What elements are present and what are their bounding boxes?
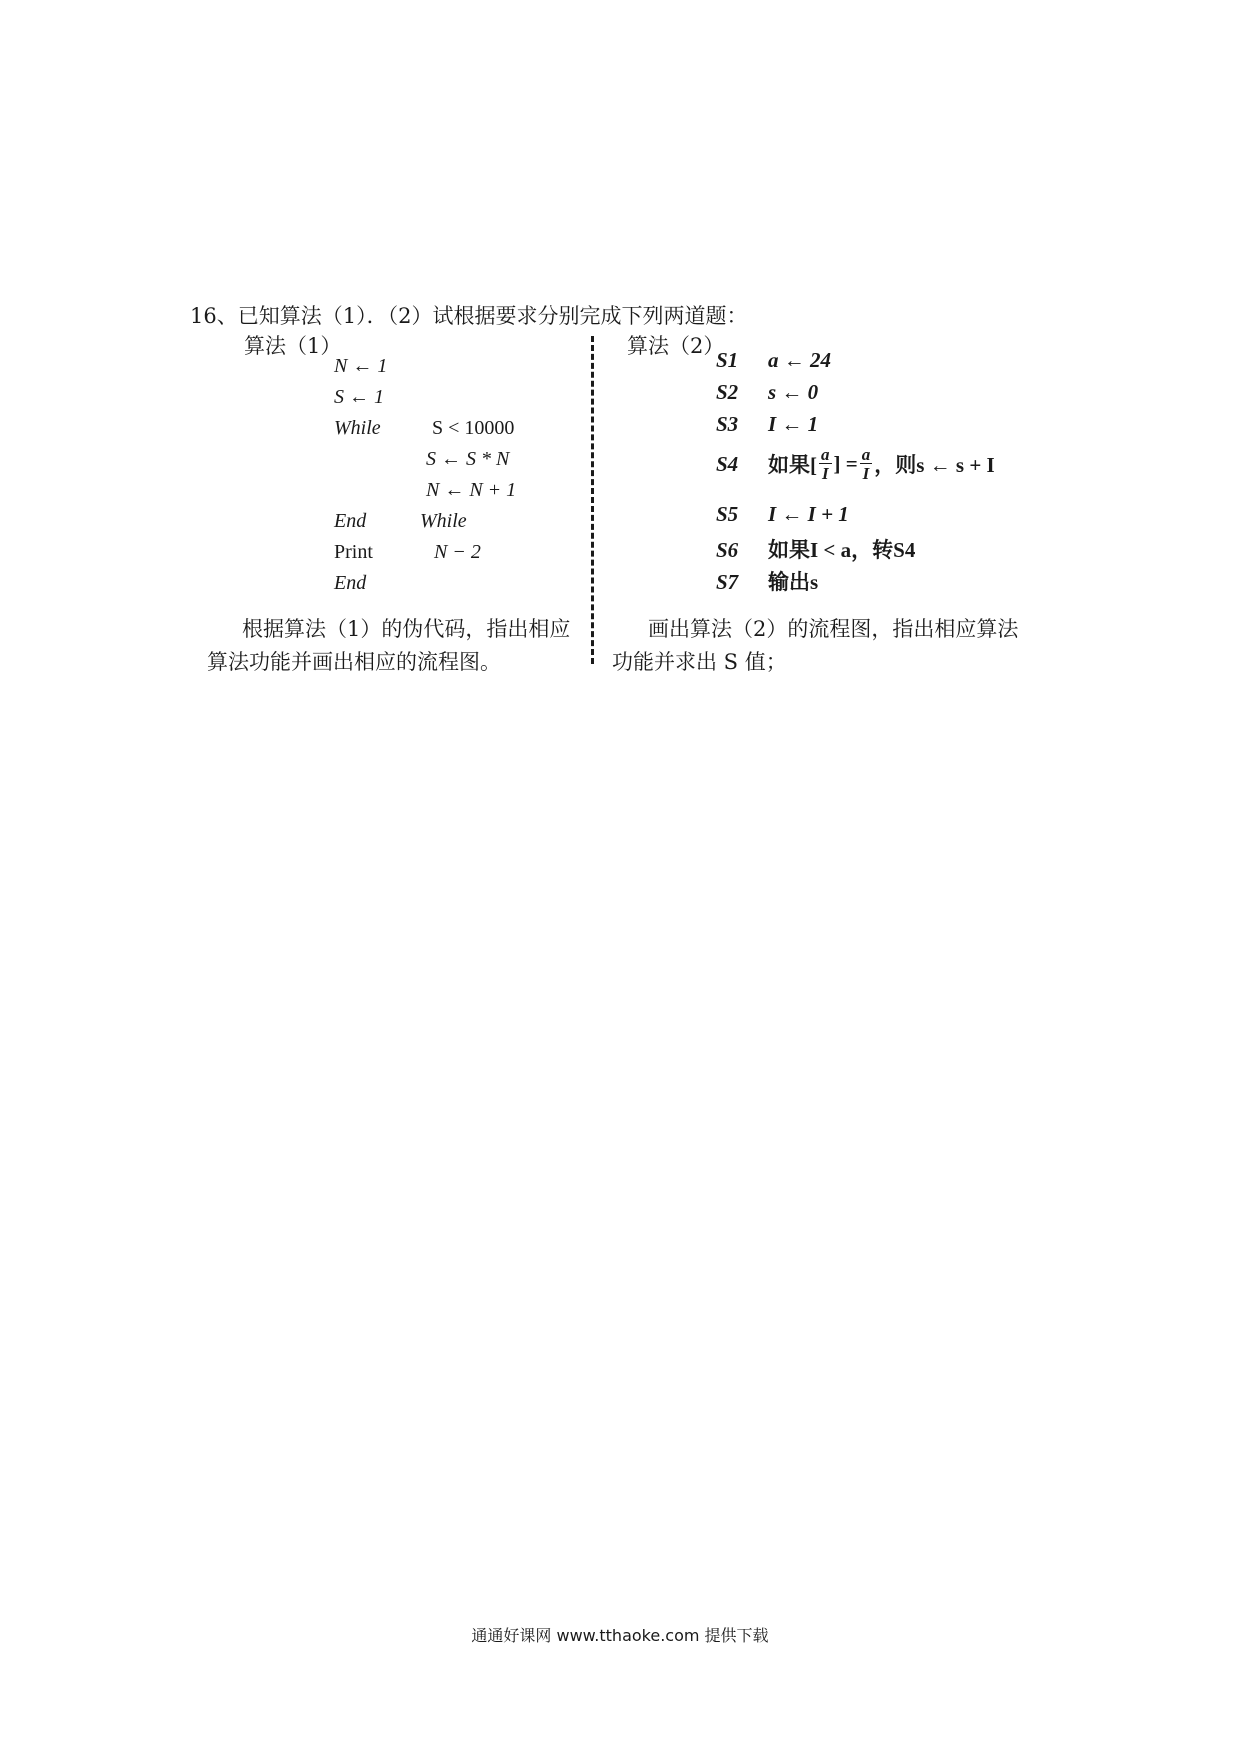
step-mid: ] = — [833, 451, 858, 476]
algo2-step-5 — [716, 502, 849, 527]
step-prefix: 如果[ — [768, 453, 817, 477]
step-label: S4 — [716, 451, 739, 476]
question-number: 16、 — [190, 304, 238, 328]
step-label: S7 — [716, 570, 739, 594]
algo1-end-keyword: End — [334, 510, 367, 532]
fraction-denominator: I — [821, 464, 829, 483]
question-text: 已知算法（1）．（2）试根据要求分别完成下列两道题： — [237, 304, 748, 328]
fraction-numerator: a — [821, 445, 830, 464]
step-body: s ← 0 — [768, 380, 819, 404]
algo1-while-condition: S < 10000 — [432, 417, 515, 439]
algo1-print-keyword: Print — [334, 541, 373, 563]
page-footer: 通通好课网 www.tthaoke.com 提供下载 — [471, 1626, 769, 1645]
column-divider — [591, 336, 594, 664]
step-label: S5 — [716, 502, 739, 526]
algo2-step-3 — [716, 412, 818, 437]
step-body: 输出s — [768, 570, 819, 594]
algo1-heading: 算法（1） — [244, 334, 342, 358]
algo2-step-6 — [716, 534, 915, 564]
step-label: S2 — [716, 380, 739, 404]
algo1-task-line1: 根据算法（1）的伪代码，指出相应 — [242, 617, 571, 641]
fraction-2 — [860, 446, 873, 482]
step-suffix: ，则s ← s + I — [874, 453, 995, 477]
step-body: I ← I + 1 — [768, 502, 849, 526]
algo1-task-line2: 算法功能并画出相应的流程图。 — [207, 650, 501, 674]
algo2-step-7 — [716, 566, 818, 596]
algo1-line-1: N ← 1 — [334, 355, 388, 377]
question-heading — [190, 300, 747, 330]
step-body: I ← 1 — [768, 412, 819, 436]
algo1-line-4: S ← S * N — [426, 448, 510, 470]
step-body: 如果I < a，转S4 — [768, 538, 916, 562]
algo1-endwhile-keyword: While — [420, 510, 467, 532]
algo1-line-5: N ← N + 1 — [426, 479, 517, 501]
algo2-step-4 — [716, 446, 995, 482]
algo1-print-expression: N − 2 — [434, 541, 481, 563]
algo2-task-line2: 功能并求出 S 值； — [612, 650, 787, 674]
algo1-line-2: S ← 1 — [334, 386, 384, 408]
algo1-end-final: End — [334, 572, 367, 594]
fraction-1 — [819, 446, 832, 482]
step-label: S1 — [716, 348, 739, 372]
algo2-task-line1: 画出算法（2）的流程图，指出相应算法 — [648, 617, 1019, 641]
fraction-denominator: I — [862, 464, 870, 483]
algo2-heading: 算法（2） — [627, 334, 725, 358]
algo2-step-2 — [716, 380, 818, 405]
algo1-while-keyword: While — [334, 417, 381, 439]
step-label: S6 — [716, 538, 739, 562]
fraction-numerator: a — [861, 445, 871, 464]
step-label: S3 — [716, 412, 739, 436]
step-body: a ← 24 — [768, 348, 831, 372]
algo2-step-1 — [716, 348, 831, 373]
